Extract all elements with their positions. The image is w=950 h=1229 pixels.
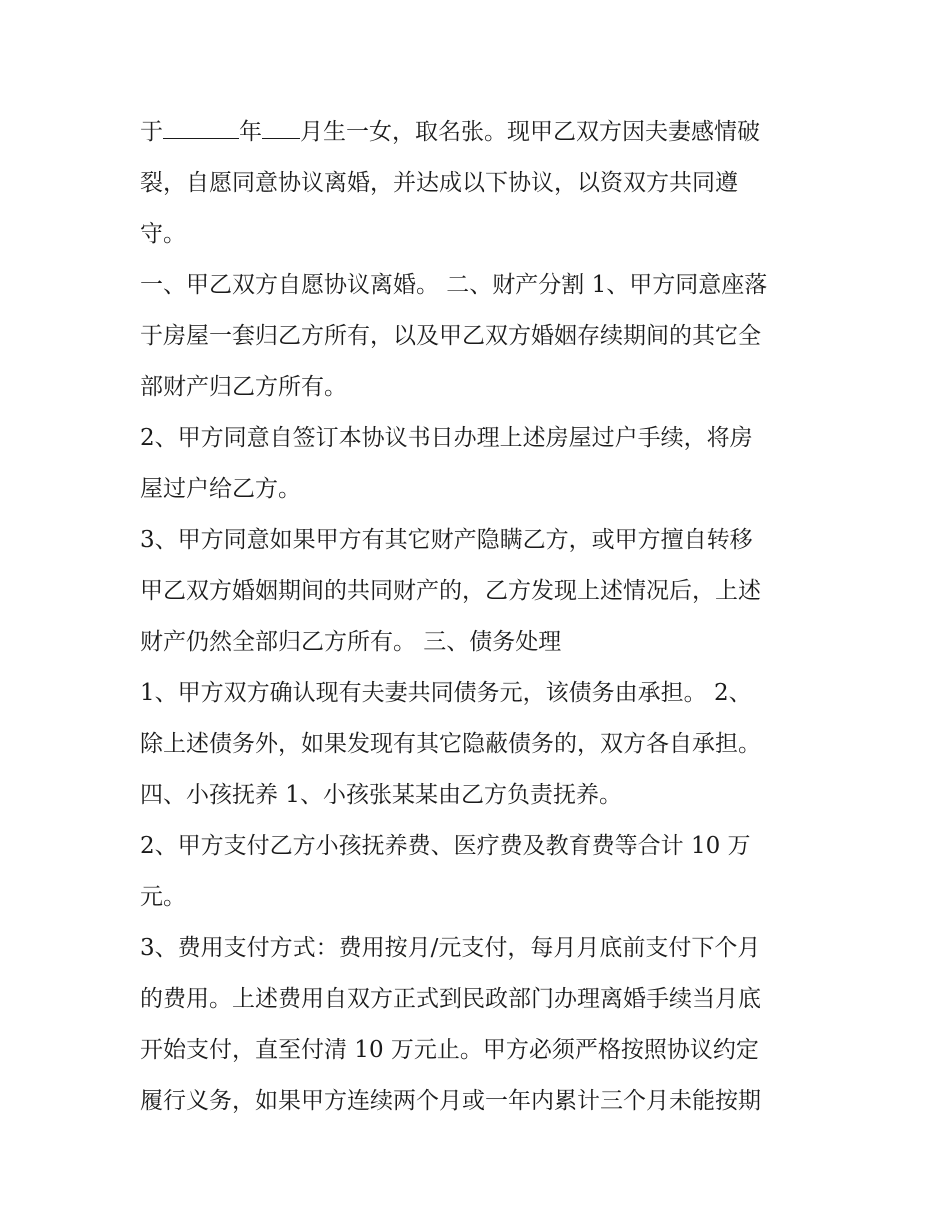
text-segment: 月生一女，取名张。现甲乙双方因夫妻感情破 [300, 119, 760, 145]
month-blank [262, 112, 300, 139]
year-blank [163, 112, 239, 139]
text-line-4: 一、甲乙双方自愿协议离婚。 二、财产分割 1、甲方同意座落 [140, 272, 768, 298]
text-line-18: 的费用。上述费用自双方正式到民政部门办理离婚手续当月底 [140, 986, 761, 1012]
text-segment: 于 [140, 119, 163, 145]
text-line-19: 开始支付，直至付清 10 万元止。甲方必须严格按照协议约定 [140, 1037, 759, 1063]
text-line-8: 屋过户给乙方。 [140, 476, 301, 502]
text-line-5: 于房屋一套归乙方所有，以及甲乙双方婚姻存续期间的其它全 [140, 323, 761, 349]
text-line-1 [140, 107, 830, 158]
text-line-9: 3、甲方同意如果甲方有其它财产隐瞒乙方，或甲方擅自转移 [140, 527, 753, 553]
text-line-13: 除上述债务外，如果发现有其它隐蔽债务的，双方各自承担。 [140, 731, 761, 757]
text-line-14: 四、小孩抚养 1、小孩张某某由乙方负责抚养。 [140, 782, 622, 808]
agreement-text [140, 107, 830, 1127]
text-line-11: 财产仍然全部归乙方所有。 三、债务处理 [140, 629, 562, 655]
text-segment: 年 [239, 119, 262, 145]
text-line-20: 履行义务，如果甲方连续两个月或一年内累计三个月未能按期 [140, 1088, 761, 1114]
text-line-16: 元。 [140, 884, 186, 910]
text-line-17: 3、费用支付方式：费用按月/元支付，每月月底前支付下个月 [140, 935, 761, 961]
text-line-7: 2、甲方同意自签订本协议书日办理上述房屋过户手续，将房 [140, 425, 753, 451]
text-line-15: 2、甲方支付乙方小孩抚养费、医疗费及教育费等合计 10 万 [140, 833, 751, 859]
text-line-10: 甲乙双方婚姻期间的共同财产的，乙方发现上述情况后，上述 [140, 578, 761, 604]
text-line-12: 1、甲方双方确认现有夫妻共同债务元，该债务由承担。 2、 [140, 680, 752, 706]
text-line-3: 守。 [140, 221, 186, 247]
text-line-2: 裂，自愿同意协议离婚，并达成以下协议，以资双方共同遵 [140, 170, 738, 196]
text-line-6: 部财产归乙方所有。 [140, 374, 347, 400]
